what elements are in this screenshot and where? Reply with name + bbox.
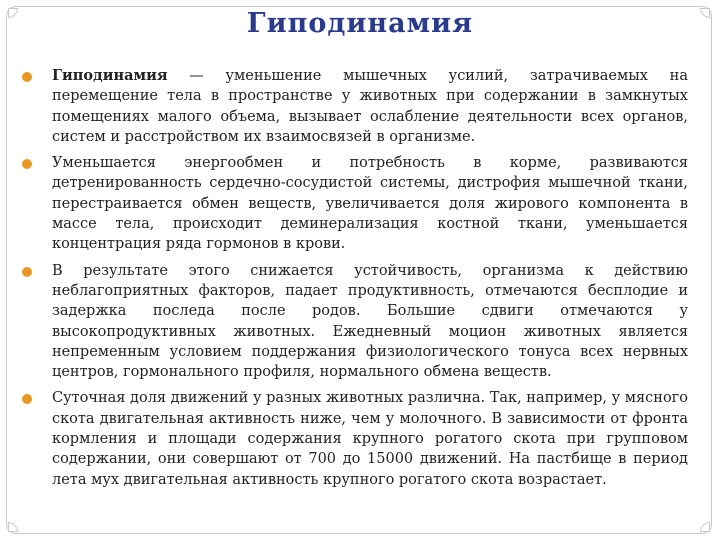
list-item (18, 388, 688, 489)
item-text: В результате этого снижается устойчивость, организма к действию неблагоприятных факторов, падает продуктивность, отмечаются бесплодие и задержка последа после родов. Большие сдвиги отмечаются у высокопродуктивных животных. Ежедневный моцион животных является непременным условием поддержания физиологического тонуса всех нервных центров, гормонального профиля, нормального обмена веществ. (52, 262, 688, 381)
frame-corner (8, 522, 18, 532)
bullet-list (18, 66, 688, 496)
item-text: Уменьшается энергообмен и потребность в корме, развиваются детренированность сердечно-сосудистой системы, дистрофия мышечной ткани, перестраивается обмен веществ, увеличивается доля жирового компонента в массе тела, происходит деминерализация костной ткани, уменьшается концентрация ряда гормонов в крови. (52, 155, 688, 253)
bullet-icon (22, 159, 32, 169)
list-item (18, 66, 688, 147)
frame-corner (700, 522, 710, 532)
bullet-icon (22, 72, 32, 82)
bullet-icon (22, 267, 32, 277)
item-text (52, 66, 688, 147)
list-item (18, 261, 688, 383)
term-bold: Гиподинамия (52, 67, 168, 84)
page-title: Гиподинамия (246, 8, 474, 39)
item-text: Суточная доля движений у разных животных различна. Так, например, у мясного скота двигательная активность ниже, чем у молочного. В зависимости от фронта кормления и площади содержания крупного рогатого скота при групповом содержании, они совершают от 700 до 15000 движений. На пастбище в период лета мух двигательная активность крупного рогатого скота возрастает. (52, 390, 688, 488)
bullet-icon (22, 394, 32, 404)
item-body: — уменьшение мышечных усилий, затрачиваемых на перемещение тела в пространстве у животных при содержании в замкнутых помещениях малого объема, вызывает ослабление деятельности всех органов, систем и расстройством их взаимосвязей в организме. (52, 68, 688, 145)
list-item (18, 153, 688, 254)
